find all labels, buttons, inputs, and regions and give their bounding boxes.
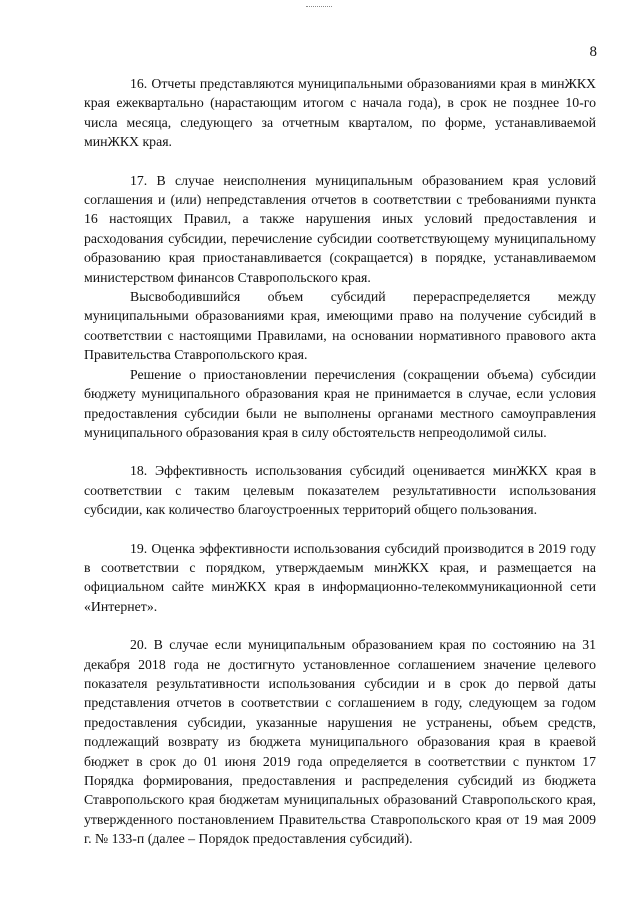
paragraph-16: 16. Отчеты представляются муниципальными образованиями края в минЖКХ края ежеквартально (нарастающим итогом с начала года), в срок не позднее 10-го числа месяца, следующего за отчетным кварталом, по форме, устанавливаемой минЖКХ края. [84, 76, 596, 150]
paragraph-17-decision: Решение о приостановлении перечисления (сокращении объема) субсидии бюджету муниципального образования края не принимается в случае, если условия предоставления субсидии были не выполнены органами местного самоуправления муниципального образования края в силу обстоятельств непреодолимой силы. [84, 366, 596, 440]
paragraph-gap [84, 152, 596, 171]
paragraph-17: 17. В случае неисполнения муниципальным образованием края условий соглашения и (или) непредставления отчетов в соответствии с требованиями пункта 16 настоящих Правил, а также нарушения иных условий предоставления и расходования субсидии, перечисление субсидии соответствующему муниципальному образованию края приостанавливается (сокращается) в порядке, устанавливаемом министерством финансов Ставропольского края. [84, 172, 596, 285]
paragraph-gap [84, 616, 596, 635]
document-body [84, 74, 596, 849]
paragraph-19: 19. Оценка эффективности использования субсидий производится в 2019 году в соответствии с порядком, утверждаемым минЖКХ края, и размещается на официальном сайте минЖКХ края в информационно-телекоммуникационной сети «Интернет». [84, 540, 596, 614]
paragraph-20: 20. В случае если муниципальным образованием края по состоянию на 31 декабря 2018 года не достигнуто установленное соглашением значение целевого показателя результативности использования субсидии и в срок до первой даты представления отчетов в соответствии с соглашением в году, следующем за годом предоставления субсидии, указанные нарушения не устранены, объем средств, подлежащий возврату из бюджета муниципального образования края в краевой бюджет в срок до 01 июня 2019 года определяется в соответствии с пунктом 17 Порядка формирования, предоставления и распределения субсидий из бюджета Ставропольского края бюджетам муниципальных образований Ставропольского края, утвержденного постановлением Правительства Ставропольского края от 19 мая 2009 г. № 133-п (далее – Порядок предоставления субсидий). [84, 637, 596, 847]
paragraph-gap [84, 520, 596, 539]
top-scan-mark [306, 6, 332, 9]
paragraph-17-redistribution: Высвободившийся объем субсидий перераспределяется между муниципальными образованиями края, имеющими право на получение субсидий в соответствии с настоящими Правилами, на основании нормативного правового акта Правительства Ставропольского края. [84, 289, 596, 363]
paragraph-gap [84, 442, 596, 461]
paragraph-18: 18. Эффективность использования субсидий оценивается минЖКХ края в соответствии с таким целевым показателем результативности использования субсидии, как количество благоустроенных территорий общего пользования. [84, 463, 596, 518]
page-number: 8 [589, 44, 597, 60]
